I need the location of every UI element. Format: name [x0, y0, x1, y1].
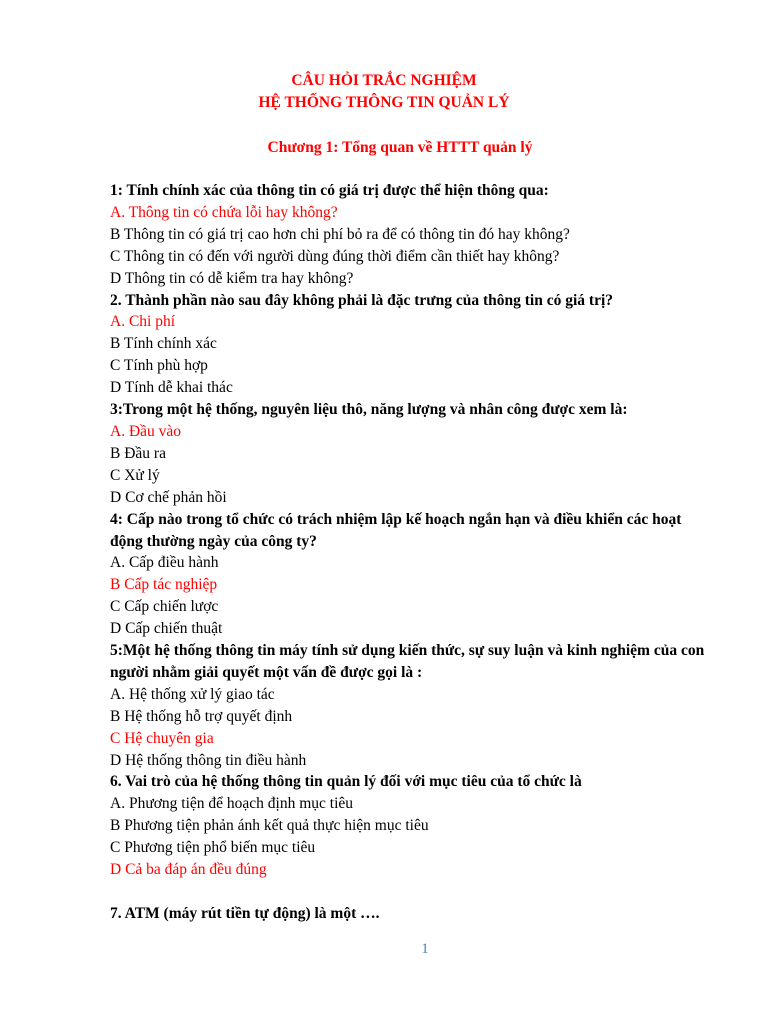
answer-option: A. Chi phí: [110, 313, 176, 331]
question-3: 3:Trong một hệ thống, nguyên liệu thô, năng lượng và nhân công được xem là:: [110, 401, 628, 419]
answer-option: D Hệ thống thông tin điều hành: [110, 751, 307, 769]
question-1: 1: Tính chính xác của thông tin có giá trị được thể hiện thông qua:: [110, 182, 549, 199]
answer-option: A. Hệ thống xử lý giao tác: [110, 685, 275, 703]
answer-option: B Đầu ra: [110, 444, 166, 462]
answer-option: D Cả ba đáp án đều đúng: [110, 861, 267, 879]
answer-option: C Phương tiện phổ biến mục tiêu: [110, 839, 316, 857]
answer-option: A. Cấp điều hành: [110, 554, 219, 572]
question-list: [110, 180, 710, 925]
question-6: 6. Vai trò của hệ thống thông tin quản lý đối với mục tiêu của tổ chức là: [110, 773, 582, 791]
answer-option: B Phương tiện phản ánh kết quả thực hiện mục tiêu: [110, 817, 429, 835]
question-4: 4: Cấp nào trong tổ chức có trách nhiệm lập kế hoạch ngắn hạn và điều khiển các hoạt động thường ngày của công ty?: [110, 510, 682, 550]
answer-option: A. Đầu vào: [110, 422, 182, 440]
answer-option: D Tính dễ khai thác: [110, 379, 233, 397]
question-5: 5:Một hệ thống thông tin máy tính sử dụng kiến thức, sự suy luận và kinh nghiệm của con người nhằm giải quyết một vấn đề được gọi là :: [110, 642, 705, 681]
answer-option: B Tính chính xác: [110, 335, 217, 353]
answer-option: A. Thông tin có chứa lỗi hay không?: [110, 203, 338, 221]
answer-option: B Cấp tác nghiệp: [110, 576, 218, 594]
question-2: 2. Thành phần nào sau đây không phải là đặc trưng của thông tin có giá trị?: [110, 291, 614, 309]
answer-option: D Cơ chế phản hồi: [110, 488, 227, 506]
blank-line: [110, 881, 710, 903]
page-number: 1: [421, 941, 429, 957]
answer-option: A. Phương tiện để hoạch định mục tiêu: [110, 795, 354, 813]
document-title-line1: CÂU HỎI TRẮC NGHIỆM: [291, 72, 477, 89]
answer-option: B Thông tin có giá trị cao hơn chi phí bỏ ra để có thông tin đó hay không?: [110, 225, 570, 243]
answer-option: D Thông tin có dễ kiểm tra hay không?: [110, 269, 354, 287]
answer-option: B Hệ thống hỗ trợ quyết định: [110, 707, 293, 725]
answer-option: C Tính phù hợp: [110, 357, 208, 375]
question-7: 7. ATM (máy rút tiền tự động) là một ….: [110, 905, 380, 922]
chapter-heading: Chương 1: Tổng quan về HTTT quản lý: [267, 139, 533, 156]
answer-option: C Thông tin có đến với người dùng đúng thời điểm cần thiết hay không?: [110, 247, 560, 265]
document-title-line2: HỆ THỐNG THÔNG TIN QUẢN LÝ: [258, 94, 510, 111]
answer-option: C Cấp chiến lược: [110, 598, 219, 616]
answer-option: C Xử lý: [110, 466, 160, 484]
answer-option: C Hệ chuyên gia: [110, 729, 214, 747]
answer-option: D Cấp chiến thuật: [110, 620, 223, 638]
